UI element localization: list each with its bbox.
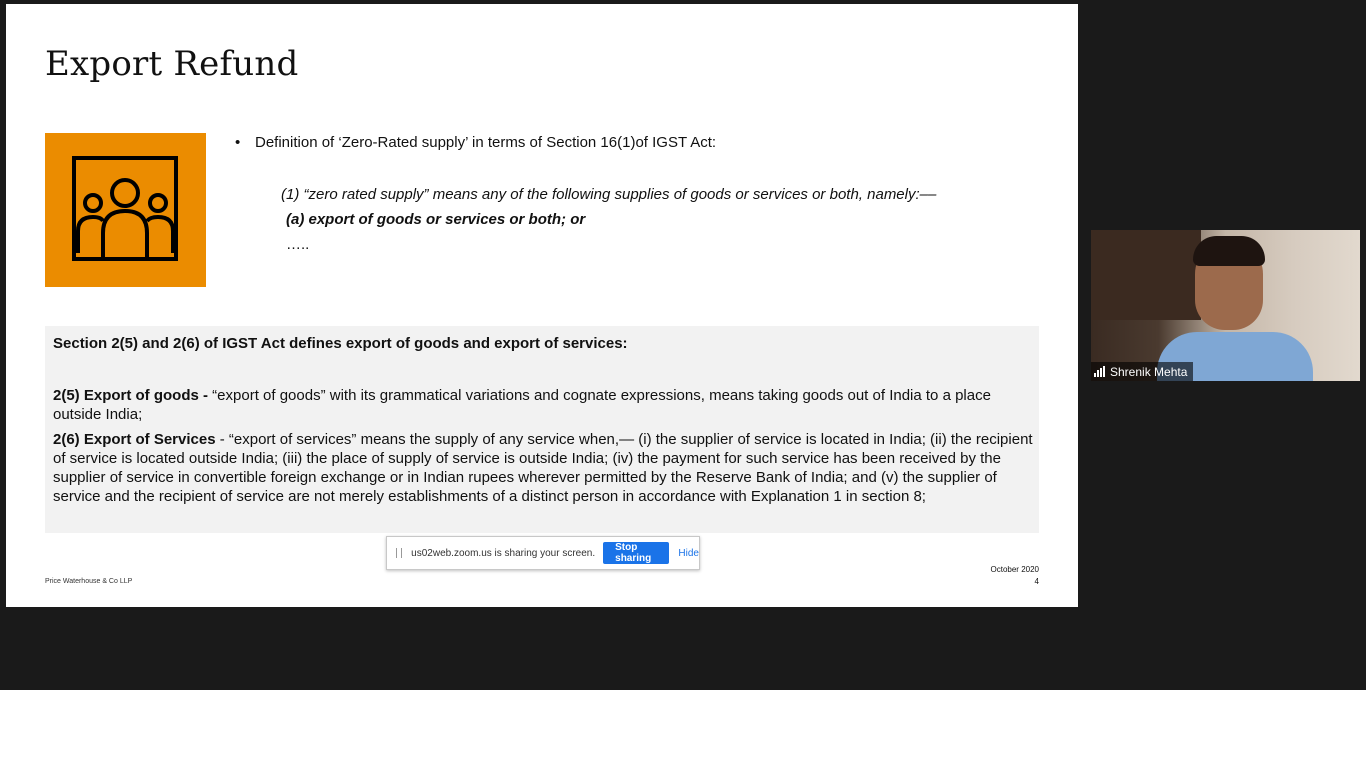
page-number: 4: [1034, 577, 1039, 586]
people-group-icon: [45, 133, 206, 287]
share-status-text: us02web.zoom.us is sharing your screen.: [411, 547, 596, 559]
clause-intro: (1) “zero rated supply” means any of the following supplies of goods or services or both, namely:––: [281, 186, 937, 203]
export-services-term: 2(6) Export of Services: [53, 431, 216, 448]
screen-share-bar: [386, 536, 700, 570]
export-goods-term: 2(5) Export of goods -: [53, 387, 213, 404]
export-goods-text: “export of goods” with its grammatical variations and cognate expressions, means taking goods out of India to a place outside India;: [53, 387, 991, 423]
definition-text: Definition of ‘Zero-Rated supply’ in terms of Section 16(1)of IGST Act:: [255, 134, 717, 151]
clause-ellipsis: …..: [286, 236, 310, 253]
bullet-marker: •: [235, 134, 241, 151]
shared-slide: [6, 4, 1078, 607]
footer-company: Price Waterhouse & Co LLP: [45, 578, 133, 585]
hide-button[interactable]: Hide: [678, 547, 699, 559]
footer-date: October 2020: [990, 565, 1039, 574]
definition-bullet: [235, 134, 1035, 151]
signal-bars-icon: [1094, 366, 1105, 377]
participant-name: Shrenik Mehta: [1110, 364, 1188, 379]
export-services-paragraph: [53, 430, 1033, 506]
export-services-text: - “export of services” means the supply of any service when,— (i) the supplier of service is located in India; (ii) the recipient of service is located outside India; (iii) the place of supply of service is outside India; (iv) the payment for such service has been received by the supplier of service in convertible foreign exchange or in Indian rupees wherever permitted by the Reserve Bank of India; and (v) the supplier of service and the recipient of service are not merely establishments of a distinct person in accordance with Explanation 1 in section 8;: [53, 431, 1033, 505]
drag-handle-icon[interactable]: [396, 548, 402, 558]
page-title: Export Refund: [45, 44, 299, 84]
stop-sharing-button[interactable]: Stop sharing: [603, 542, 669, 564]
export-goods-paragraph: [53, 386, 1033, 424]
participant-name-label: [1091, 362, 1193, 381]
section-definitions-box: [45, 326, 1039, 533]
participant-video[interactable]: [1091, 230, 1360, 381]
section-heading: Section 2(5) and 2(6) of IGST Act defines export of goods and export of services:: [53, 335, 628, 352]
clause-a: (a) export of goods or services or both; or: [286, 211, 586, 228]
